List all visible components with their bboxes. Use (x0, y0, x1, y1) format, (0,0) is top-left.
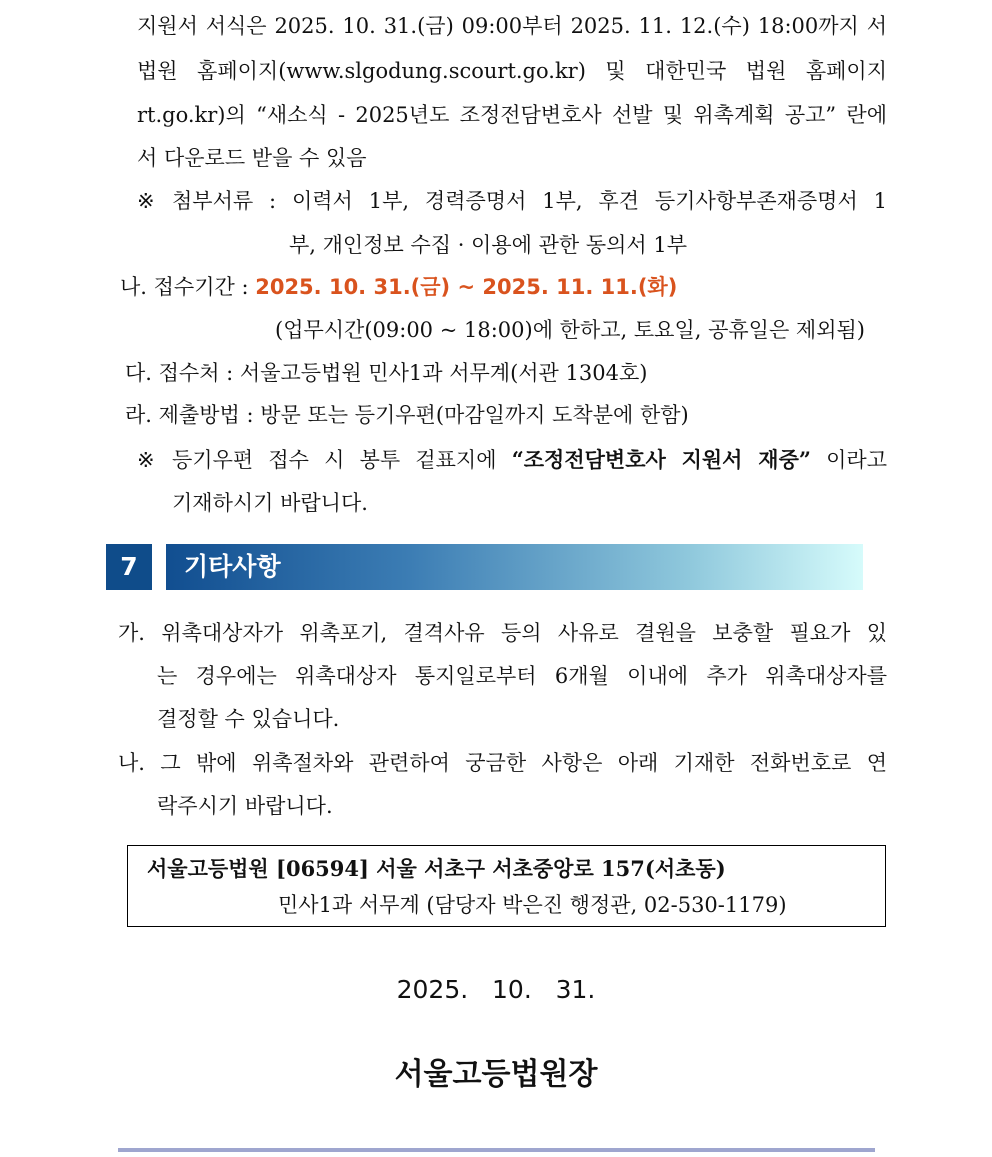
other-item-na-line-1: 나. 그 밖에 위촉절차와 관련하여 궁금한 사항은 아래 기재한 전화번호로 연 (118, 751, 887, 775)
other-item-na-line-2: 락주시기 바랍니다. (157, 794, 333, 818)
other-item-ga-line-2: 는 경우에는 위촉대상자 통지일로부터 6개월 이내에 추가 위촉대상자를 (157, 664, 887, 688)
intro-line-2: 법원 홈페이지(www.slgodung.scourt.go.kr) 및 대한민국 법원 홈페이지 (137, 59, 887, 83)
section-number: 7 (106, 544, 152, 590)
note-mark: ※ (137, 448, 155, 472)
note-mark: ※ (137, 189, 155, 213)
reception-period-dates: 2025. 10. 31.(금) ~ 2025. 11. 11.(화) (255, 275, 678, 299)
mail-note-line-2: 기재하시기 바랍니다. (172, 491, 368, 515)
mail-note-line-1 (172, 445, 887, 475)
mail-note-envelope-label: “조정전담변호사 지원서 재중” (511, 447, 811, 472)
other-item-ga-line-3: 결정할 수 있습니다. (157, 707, 340, 731)
intro-line-3: rt.go.kr)의 “새소식 - 2025년도 조정전담변호사 선발 및 위촉계획 공고” 란에 (137, 103, 887, 127)
intro-line-4: 서 다운로드 받을 수 있음 (137, 146, 367, 170)
mail-note-before: 등기우편 접수 시 봉투 겉표지에 (172, 448, 497, 472)
other-item-ga-line-1: 가. 위촉대상자가 위촉포기, 결격사유 등의 사유로 결원을 보충할 필요가 있 (118, 621, 887, 645)
notice-date: 2025. 10. 31. (396, 975, 596, 1004)
attachments-line-1: 첨부서류 : 이력서 1부, 경력증명서 1부, 후견 등기사항부존재증명서 1 (172, 189, 887, 213)
reception-place: 다. 접수처 : 서울고등법원 민사1과 서무계(서관 1304호) (125, 361, 648, 385)
mail-note-after: 이라고 (826, 448, 887, 472)
signer-title: 서울고등법원장 (394, 1057, 598, 1092)
reception-period-row (120, 272, 677, 302)
submission-method: 라. 제출방법 : 방문 또는 등기우편(마감일까지 도착분에 한함) (125, 403, 689, 427)
intro-line-1: 지원서 서식은 2025. 10. 31.(금) 09:00부터 2025. 11. 12.(수) 18:00까지 서 (137, 14, 887, 38)
section-title: 기타사항 (184, 552, 281, 581)
contact-box (127, 845, 886, 927)
attachments-line-2: 부, 개인정보 수집 · 이용에 관한 동의서 1부 (289, 233, 688, 257)
contact-department: 민사1과 서무계 (담당자 박은진 행정관, 02-530-1179) (278, 893, 787, 917)
reception-period-label: 나. 접수기간 : (120, 275, 249, 299)
section-header-bar (166, 544, 863, 590)
footer-rule (118, 1148, 875, 1152)
reception-hours-note: (업무시간(09:00 ~ 18:00)에 한하고, 토요일, 공휴일은 제외됨) (275, 318, 865, 342)
contact-address: 서울고등법원 [06594] 서울 서초구 서초중앙로 157(서초동) (147, 856, 726, 881)
